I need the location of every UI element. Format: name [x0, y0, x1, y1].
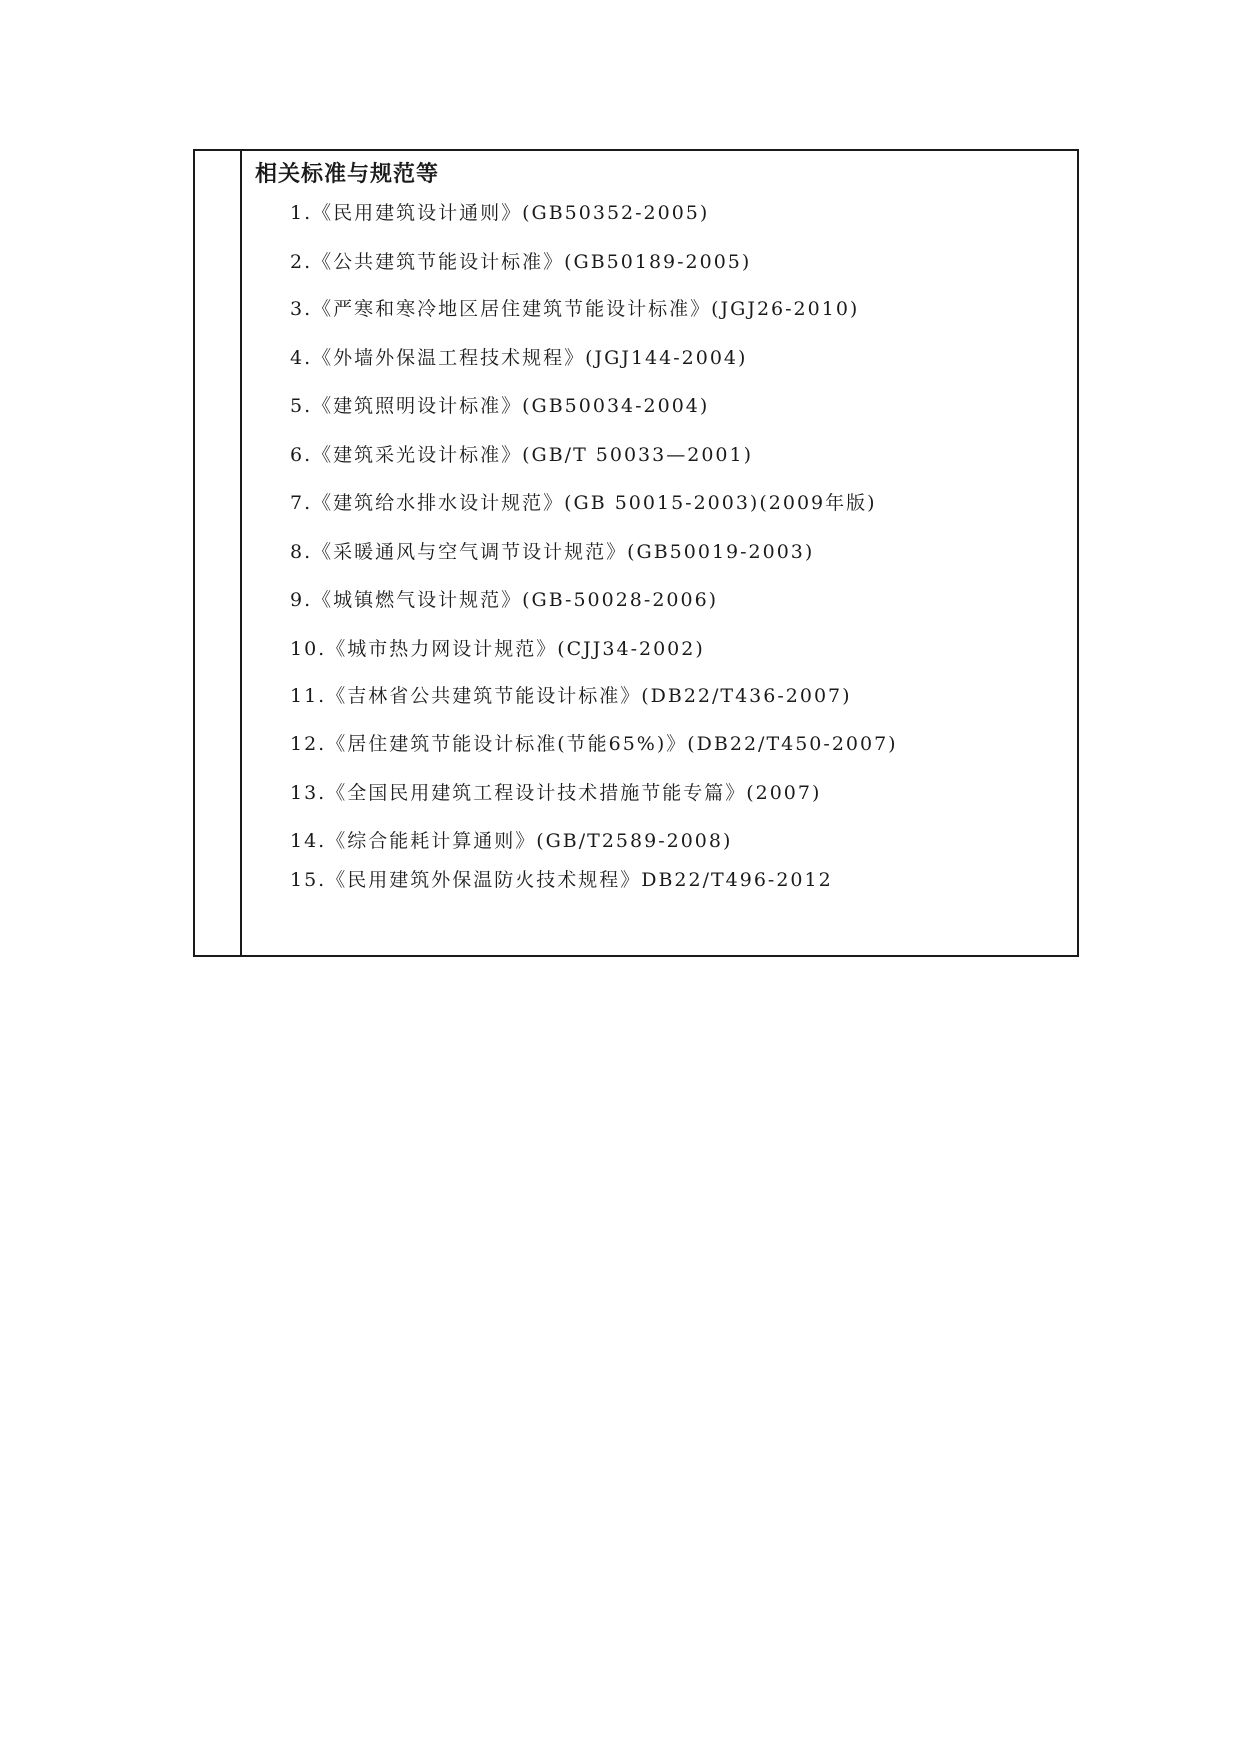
standard-item-12: 12.《居住建筑节能设计标准(节能65%)》(DB22/T450-2007) — [290, 733, 898, 755]
standard-item-3: 3.《严寒和寒冷地区居住建筑节能设计标准》(JGJ26-2010) — [290, 298, 860, 320]
standards-table — [193, 149, 1079, 957]
standard-item-13: 13.《全国民用建筑工程设计技术措施节能专篇》(2007) — [290, 782, 822, 804]
table-left-column — [195, 151, 242, 955]
standard-item-6: 6.《建筑采光设计标准》(GB/T 50033—2001) — [290, 444, 754, 466]
standard-item-5: 5.《建筑照明设计标准》(GB50034-2004) — [290, 395, 710, 417]
standard-item-8: 8.《采暖通风与空气调节设计规范》(GB50019-2003) — [290, 541, 815, 563]
section-title: 相关标准与规范等 — [255, 162, 440, 187]
standard-item-11: 11.《吉林省公共建筑节能设计标准》(DB22/T436-2007) — [290, 685, 852, 707]
standard-item-4: 4.《外墙外保温工程技术规程》(JGJ144-2004) — [290, 347, 748, 369]
standard-item-15: 15.《民用建筑外保温防火技术规程》DB22/T496-2012 — [290, 869, 833, 891]
standard-item-1: 1.《民用建筑设计通则》(GB50352-2005) — [290, 202, 710, 224]
standard-item-9: 9.《城镇燃气设计规范》(GB-50028-2006) — [290, 589, 719, 611]
standard-item-14: 14.《综合能耗计算通则》(GB/T2589-2008) — [290, 830, 733, 852]
standard-item-7: 7.《建筑给水排水设计规范》(GB 50015-2003)(2009年版) — [290, 492, 877, 514]
standard-item-10: 10.《城市热力网设计规范》(CJJ34-2002) — [290, 638, 705, 660]
standard-item-2: 2.《公共建筑节能设计标准》(GB50189-2005) — [290, 251, 752, 273]
